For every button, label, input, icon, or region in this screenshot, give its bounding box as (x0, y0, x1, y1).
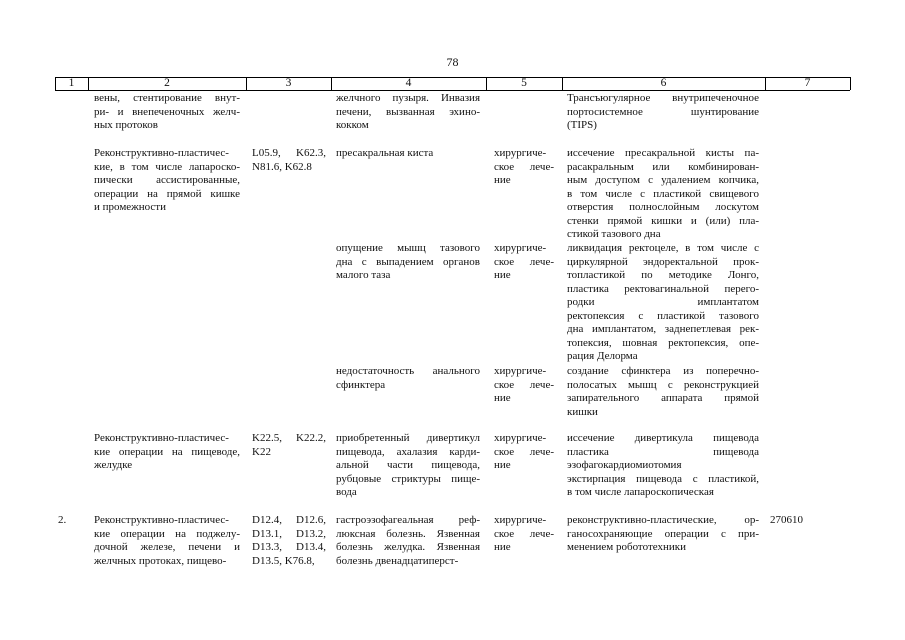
cell-line: ных протоков (94, 119, 158, 131)
cell-line: Трансъюгулярное внутрипеченочное (567, 92, 759, 104)
cell-line: портосистемное шунтирование (567, 105, 759, 118)
column-header: 7 (804, 77, 811, 89)
cell-line: недостаточность анального (336, 365, 480, 377)
cell-line: родки имплантатом (567, 296, 759, 308)
cell-line: D12.4, D12.6, (252, 514, 326, 526)
cell-line: K22 (252, 445, 271, 458)
treatment-type-cell (494, 514, 554, 555)
cell-line: ское лече- (494, 527, 554, 540)
treatment-method-cell (567, 432, 759, 500)
column-header: 5 (521, 77, 527, 89)
page-number: 78 (446, 55, 459, 69)
column-header: 6 (660, 77, 667, 89)
treatment-type-cell (494, 365, 554, 406)
cell-line: Реконструктивно-пластичес- (94, 432, 229, 444)
column-divider (850, 77, 851, 90)
column-header: 3 (285, 77, 292, 89)
icd-code-cell (252, 147, 326, 174)
cell-line: ское лече- (494, 160, 554, 173)
cell-line: дна имплантатом, заднепетлевая рек- (567, 323, 759, 335)
cell-line: хирургиче- (494, 242, 547, 254)
cell-line: и промежности (94, 201, 166, 213)
cell-line: расакральным или комбинирован- (567, 160, 759, 173)
diagnosis-cell (336, 147, 480, 161)
cell-line: хирургиче- (494, 147, 547, 159)
cell-line: ректопексия с пластикой тазового (567, 309, 759, 322)
cell-line: сфинктера (336, 378, 386, 391)
cell-line: ри- и внепеченочных желч- (94, 105, 240, 118)
cell-line: отверстия полнослойным лоскутом (567, 201, 759, 213)
intervention-group-cell (94, 147, 240, 215)
cell-line: альной части пищевода, (336, 459, 480, 471)
cell-line: ликвидация ректоцеле, в том числе с (567, 242, 759, 254)
cell-line: кие операции на поджелу- (94, 527, 240, 540)
cell-line: кишки (567, 405, 598, 418)
cell-line: вода (336, 486, 357, 498)
cell-line: пластика пищевода (567, 445, 759, 458)
cell-line: эзофагокардиомиотомия (567, 459, 682, 471)
cell-line: Реконструктивно-пластичес- (94, 147, 229, 159)
cell-line: пресакральная киста (336, 147, 434, 159)
cell-line: люксная болезнь. Язвенная (336, 527, 480, 540)
intervention-group-cell (94, 514, 240, 568)
cell-line: кие, в том числе лапароско- (94, 160, 240, 173)
cell-line: Реконструктивно-пластичес- (94, 514, 229, 526)
column-header: 4 (405, 77, 412, 89)
cell-line: полосатых мышц с реконструкцией (567, 378, 759, 391)
diagnosis-cell (336, 514, 480, 568)
cell-line: дочной железе, печени и (94, 541, 240, 553)
cell-line: пически ассистированные, (94, 174, 240, 186)
cell-line: иссечение пресакральной кисты па- (567, 147, 759, 159)
cell-line: 270610 (770, 514, 803, 526)
diagnosis-cell (336, 92, 480, 133)
treatment-type-cell (494, 432, 554, 473)
cell-line: 2. (58, 514, 67, 526)
cell-line: кокком (336, 119, 369, 131)
intervention-group-cell (94, 92, 240, 133)
icd-code-cell (252, 432, 326, 459)
treatment-type-cell (494, 242, 554, 283)
treatment-method-cell (567, 147, 759, 242)
cell-line: ское лече- (494, 378, 554, 391)
cell-line: желчного пузыря. Инвазия (336, 92, 480, 104)
intervention-group-cell (94, 432, 240, 473)
cell-line: топексия, шовная ректопексия, опе- (567, 336, 759, 349)
cell-line: желудке (94, 459, 133, 471)
cell-line: дна с выпадением органов (336, 255, 480, 268)
cell-line: в том числе с пластикой свищевого (567, 187, 759, 200)
treatment-method-cell (567, 514, 759, 555)
cell-line: ние (494, 269, 511, 281)
column-header: 1 (68, 77, 75, 89)
cell-line: ние (494, 392, 511, 404)
icd-code-cell (252, 514, 326, 568)
cell-line: иссечение дивертикула пищевода (567, 432, 759, 444)
cell-line: болезнь двенадцатиперст- (336, 554, 459, 567)
cell-line: D13.3, D13.4, (252, 541, 326, 553)
cell-line: хирургиче- (494, 365, 547, 377)
cell-line: ское лече- (494, 445, 554, 458)
cell-line: топластикой по методике Лонго, (567, 269, 759, 281)
table-header-rule (55, 90, 850, 91)
cell-line: менением робототехники (567, 541, 686, 553)
cell-line: D13.5, K76.8, (252, 554, 315, 567)
cell-line: пластика ректовагинальной перего- (567, 282, 759, 295)
column-header: 2 (164, 77, 170, 89)
cell-line: ние (494, 174, 511, 186)
cell-line: кие операции на пищеводе, (94, 445, 240, 458)
cost-cell (770, 514, 842, 528)
cell-line: вены, стентирование внут- (94, 92, 240, 104)
cell-line: стенки прямой кишки и (или) пла- (567, 214, 759, 227)
cell-line: опущение мышц тазового (336, 242, 480, 254)
cell-line: операции на прямой кишке (94, 187, 240, 200)
cell-line: запирательного аппарата прямой (567, 392, 759, 404)
treatment-method-cell (567, 92, 759, 133)
cell-line: L05.9, K62.3, (252, 147, 326, 159)
diagnosis-cell (336, 432, 480, 500)
treatment-method-cell (567, 242, 759, 364)
cell-line: D13.1, D13.2, (252, 527, 326, 540)
cell-line: печени, вызванная эхино- (336, 105, 480, 118)
cell-line: рация Делорма (567, 350, 638, 362)
cell-line: болезнь желудка. Язвенная (336, 541, 480, 553)
cell-line: реконструктивно-пластические, ор- (567, 514, 759, 526)
cell-line: ние (494, 541, 511, 553)
cell-line: приобретенный дивертикул (336, 432, 480, 444)
cell-line: гастроэзофагеальная реф- (336, 514, 480, 526)
cell-line: желчных протоках, пищево- (94, 554, 227, 567)
cell-line: рубцовые стриктуры пище- (336, 472, 480, 485)
diagnosis-cell (336, 365, 480, 392)
cell-line: ние (494, 459, 511, 471)
cell-line: циркулярной эндоректальной прок- (567, 255, 759, 268)
cell-line: в том числе лапароскопическая (567, 486, 714, 498)
treatment-method-cell (567, 365, 759, 419)
cell-line: ское лече- (494, 255, 554, 268)
cell-line: хирургиче- (494, 432, 547, 444)
cell-line: пищевода, ахалазия карди- (336, 445, 480, 458)
cell-line: K22.5, K22.2, (252, 432, 326, 444)
cell-line: ганосохраняющие операции с при- (567, 527, 759, 540)
cell-line: малого таза (336, 269, 391, 281)
cell-line: хирургиче- (494, 514, 547, 526)
row-number-cell (58, 514, 84, 528)
cell-line: N81.6, K62.8 (252, 160, 312, 173)
cell-line: экстирпация пищевода с пластикой, (567, 472, 759, 485)
treatment-type-cell (494, 147, 554, 188)
diagnosis-cell (336, 242, 480, 283)
cell-line: стикой тазового дна (567, 228, 661, 240)
cell-line: ным доступом с удалением копчика, (567, 174, 759, 186)
cell-line: создание сфинктера из поперечно- (567, 365, 759, 377)
cell-line: (TIPS) (567, 119, 597, 131)
